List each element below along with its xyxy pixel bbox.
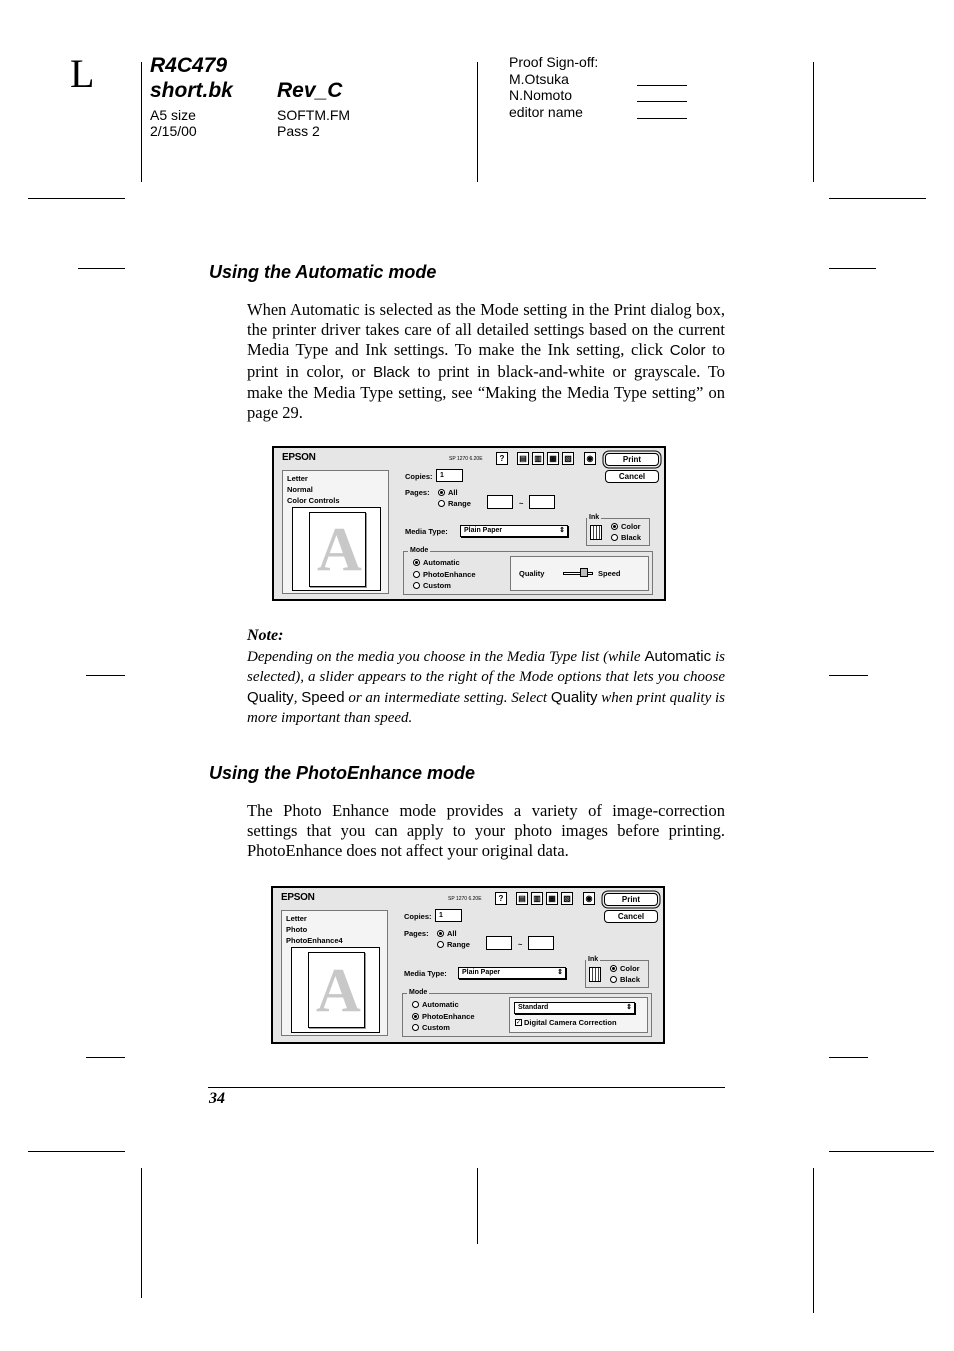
page-setup-icon[interactable]: ▤ (517, 452, 529, 465)
pages-all-label: All (448, 488, 458, 497)
crop-mark (477, 1168, 478, 1244)
ui-term-automatic: Automatic (644, 648, 712, 665)
preview-icon[interactable]: ◉ (583, 892, 595, 905)
driver-version: SP 1270 6.20E (449, 456, 483, 462)
section-heading-automatic: Using the Automatic mode (209, 262, 437, 282)
proof-name: N.Nomoto (509, 87, 573, 103)
ink-black-radio[interactable] (611, 534, 618, 541)
ink-black-radio[interactable] (610, 976, 617, 983)
mode-automatic-label: Automatic (422, 1000, 459, 1009)
summary-paper: Letter (286, 914, 307, 923)
pages-all-radio[interactable] (438, 489, 445, 496)
layout-icon[interactable]: ▥ (531, 892, 543, 905)
mode-custom-label: Custom (423, 581, 451, 590)
ink-group-label: Ink (589, 514, 600, 521)
range-to-input[interactable] (529, 495, 555, 509)
ui-term-quality: Quality (247, 688, 294, 706)
mode-automatic-label: Automatic (423, 558, 460, 567)
mode-photoenhance-radio[interactable] (412, 1013, 419, 1020)
copies-label: Copies: (405, 472, 433, 481)
sign-line (637, 101, 687, 102)
help-icon[interactable]: ? (496, 452, 508, 465)
page-size: A5 size (150, 107, 196, 123)
preview-frame (292, 507, 381, 591)
preview-page (309, 512, 366, 587)
page-number: 34 (209, 1090, 225, 1107)
ui-term-speed: Speed (301, 688, 345, 706)
crop-mark (829, 198, 926, 199)
digital-camera-checkbox[interactable]: ✓ (516, 1018, 521, 1026)
crop-mark (477, 62, 478, 182)
range-from-input[interactable] (487, 495, 513, 509)
mode-automatic-radio[interactable] (412, 1001, 419, 1008)
photoenhance-options-panel (509, 997, 648, 1033)
ui-term-black: Black (373, 363, 410, 381)
epson-logo: EPSON (281, 892, 315, 903)
copies-input[interactable]: 1 (435, 909, 462, 922)
ink-color-radio[interactable] (611, 523, 618, 530)
utility-icon[interactable]: ▧ (562, 452, 574, 465)
ink-cartridge-icon (589, 967, 601, 982)
preview-frame (291, 947, 380, 1033)
pass-number: Pass 2 (277, 123, 320, 139)
paragraph-photoenhance: The Photo Enhance mode provides a variety of image-correction settings that you can apply to your photo images before printing. PhotoEnhance does not affect your original data. (247, 801, 725, 861)
crop-mark (813, 1168, 814, 1313)
mode-group-label: Mode (410, 547, 429, 554)
revision: Rev_C (277, 79, 343, 102)
summary-paper: Letter (287, 474, 308, 483)
paragraph-automatic: When Automatic is selected as the Mode setting in the Print dialog box, the printer driver takes care of all detailed settings based on the current Media Type and Ink settings. To make the Ink setting, click Color to print in color, or Black to print in black-and-white or grayscale. To make the Media Type setting, see “Making the Media Type setting” on page 29. (247, 300, 726, 423)
crop-mark (829, 1151, 934, 1152)
crop-mark (813, 62, 814, 182)
pages-range-radio[interactable] (437, 941, 444, 948)
range-separator: ~ (519, 499, 524, 508)
media-type-label: Media Type: (404, 969, 447, 978)
select-arrow-icon: ⇕ (557, 969, 563, 976)
range-from-input[interactable] (486, 936, 512, 950)
crop-mark (28, 198, 125, 199)
note-text: Depending on the media you choose in the Media Type list (while Automatic is selected), a slider appears to the right of the Mode options that lets you choose Quality, Speed or an intermediate setting. Select Quality when print quality is more important than speed. (247, 648, 726, 726)
ink-group-label: Ink (588, 956, 599, 963)
note-label: Note: (247, 627, 284, 644)
speed-label: Speed (598, 569, 621, 578)
summary-media: Photo (286, 925, 308, 934)
mode-custom-label: Custom (422, 1023, 450, 1032)
pages-label: Pages: (404, 929, 429, 938)
cancel-button[interactable]: Cancel (605, 470, 659, 483)
mode-photoenhance-label: PhotoEnhance (422, 1012, 475, 1021)
mode-custom-radio[interactable] (413, 582, 420, 589)
mode-photoenhance-label: PhotoEnhance (423, 570, 476, 579)
crop-mark (28, 1151, 125, 1152)
page-setup-icon[interactable]: ▤ (516, 892, 528, 905)
file-name: SOFTM.FM (277, 107, 351, 123)
media-type-select[interactable]: Plain Paper ⇕ (458, 967, 566, 979)
mode-photoenhance-radio[interactable] (413, 571, 420, 578)
copies-input[interactable]: 1 (436, 469, 463, 482)
cancel-button[interactable]: Cancel (604, 910, 658, 923)
digital-camera-label: Digital Camera Correction (524, 1018, 617, 1027)
sign-line (637, 85, 687, 86)
crop-mark (829, 1057, 868, 1058)
sign-line (637, 118, 687, 119)
pages-all-radio[interactable] (437, 930, 444, 937)
mode-automatic-radio[interactable] (413, 559, 420, 566)
preview-letter: A (316, 957, 361, 1025)
crop-mark (829, 268, 876, 269)
section-heading-photoenhance: Using the PhotoEnhance mode (209, 763, 476, 783)
background-icon[interactable]: ▦ (547, 452, 559, 465)
preview-page (308, 952, 365, 1028)
corner-letter: L (70, 51, 95, 96)
book-name: short.bk (150, 79, 233, 102)
select-arrow-icon: ⇕ (626, 1004, 632, 1011)
proof-name: editor name (509, 103, 583, 120)
enhance-level-select[interactable]: Standard ⇕ (514, 1002, 635, 1014)
settings-summary-panel (281, 910, 388, 1036)
preview-icon[interactable]: ◉ (584, 452, 596, 465)
copies-label: Copies: (404, 912, 432, 921)
help-icon[interactable]: ? (495, 892, 507, 905)
ink-black-label: Black (620, 975, 641, 984)
select-arrow-icon: ⇕ (559, 527, 565, 534)
mode-group-label: Mode (409, 989, 428, 996)
crop-mark (78, 268, 125, 269)
crop-mark (86, 1057, 125, 1058)
media-type-select[interactable]: Plain Paper ⇕ (460, 525, 568, 537)
background-icon[interactable]: ▦ (546, 892, 558, 905)
quality-speed-slider[interactable] (563, 572, 593, 575)
utility-icon[interactable]: ▧ (561, 892, 573, 905)
range-separator: ~ (518, 940, 523, 949)
summary-media: Normal (287, 485, 313, 494)
ink-black-label: Black (621, 533, 642, 542)
doc-date: 2/15/00 (150, 123, 197, 139)
ui-term-color: Color (669, 342, 706, 360)
pages-all-label: All (447, 929, 457, 938)
ink-cartridge-icon (590, 525, 602, 540)
crop-mark (86, 675, 125, 676)
crop-mark (141, 62, 142, 182)
ink-color-label: Color (621, 522, 641, 531)
print-dialog-photoenhance (271, 886, 665, 1044)
preview-letter: A (317, 516, 362, 584)
layout-icon[interactable]: ▥ (532, 452, 544, 465)
pages-range-label: Range (447, 940, 470, 949)
crop-mark (141, 1168, 142, 1298)
crop-mark (829, 675, 868, 676)
slider-knob[interactable] (580, 568, 588, 577)
proof-title: Proof Sign-off: (509, 54, 599, 70)
mode-custom-radio[interactable] (412, 1024, 419, 1031)
print-button[interactable]: Print (604, 893, 658, 906)
ui-term-quality: Quality (550, 688, 598, 706)
quality-label: Quality (519, 569, 545, 578)
footer-rule (208, 1087, 725, 1088)
proof-name: M.Otsuka (509, 70, 569, 87)
epson-logo: EPSON (282, 452, 316, 463)
range-to-input[interactable] (528, 936, 554, 950)
pages-range-radio[interactable] (438, 500, 445, 507)
ink-color-radio[interactable] (610, 965, 617, 972)
pages-label: Pages: (405, 488, 430, 497)
driver-version: SP 1270 6.20E (448, 896, 482, 902)
ink-color-label: Color (620, 964, 640, 973)
doc-code: R4C479 (150, 54, 228, 77)
summary-color: Color Controls (287, 496, 340, 505)
pages-range-label: Range (448, 499, 471, 508)
print-button[interactable]: Print (605, 453, 659, 466)
print-dialog-automatic (272, 446, 666, 601)
settings-summary-panel (282, 470, 389, 594)
quality-speed-panel (510, 556, 649, 591)
media-type-label: Media Type: (405, 527, 448, 536)
summary-enhance: PhotoEnhance4 (286, 936, 343, 945)
